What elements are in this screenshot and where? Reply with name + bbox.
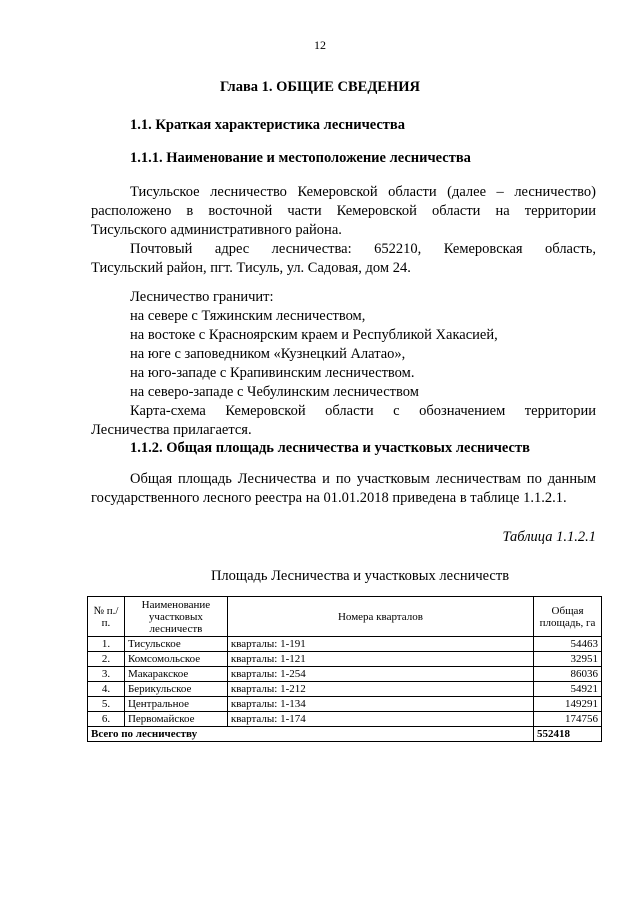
borders-block	[91, 288, 596, 440]
table-caption: Таблица 1.1.2.1	[502, 529, 596, 545]
border-item: на северо-западе с Чебулинским лесничеством	[130, 384, 419, 400]
paragraph-address	[91, 240, 596, 278]
header-quarters: Номера кварталов	[227, 597, 533, 637]
table-total-row	[88, 727, 602, 742]
section-heading-1-1: 1.1. Краткая характеристика лесничества	[130, 117, 406, 133]
section-heading-1-1-1: 1.1.1. Наименование и местоположение лесничества	[130, 150, 471, 166]
paragraph-location	[91, 183, 596, 240]
table-row	[88, 712, 602, 727]
cell-name: Центральное	[124, 697, 227, 712]
cell-area: 54463	[534, 637, 602, 652]
table-row	[88, 637, 602, 652]
paragraph-area	[91, 470, 596, 508]
table-title: Площадь Лесничества и участковых лесничеств	[210, 568, 510, 584]
map-note-line: Карта-схема Кемеровской области с обозначением территории	[130, 403, 596, 419]
paragraph-line: государственного лесного реестра на 01.01.2018 приведена в таблице 1.1.2.1.	[91, 490, 567, 506]
cell-quarters: кварталы: 1-212	[227, 682, 533, 697]
cell-num: 3.	[88, 667, 125, 682]
border-item: на юге с заповедником «Кузнецкий Алатао»,	[130, 346, 406, 362]
cell-quarters: кварталы: 1-254	[227, 667, 533, 682]
page-number: 12	[314, 38, 326, 52]
border-item: на севере с Тяжинским лесничеством,	[130, 308, 366, 324]
header-name: Наименование участковых лесничеств	[124, 597, 227, 637]
cell-area: 32951	[534, 652, 602, 667]
cell-name: Макаракское	[124, 667, 227, 682]
cell-num: 1.	[88, 637, 125, 652]
cell-area: 174756	[534, 712, 602, 727]
paragraph-line: расположено в восточной части Кемеровской области на территории	[91, 203, 596, 219]
cell-name: Первомайское	[124, 712, 227, 727]
header-num: № п./ п.	[88, 597, 125, 637]
paragraph-line: Тисульское лесничество Кемеровской области (далее – лесничество)	[130, 184, 596, 200]
cell-num: 2.	[88, 652, 125, 667]
table-row	[88, 652, 602, 667]
paragraph-line: Тисульский район, пгт. Тисуль, ул. Садовая, дом 24.	[91, 260, 411, 276]
table-row	[88, 667, 602, 682]
borders-intro: Лесничество граничит:	[130, 289, 274, 305]
paragraph-line: Тисульского административного района.	[91, 222, 342, 238]
paragraph-line: Общая площадь Лесничества и по участковым лесничествам по данным	[130, 471, 596, 487]
chapter-title: Глава 1. ОБЩИЕ СВЕДЕНИЯ	[219, 79, 421, 95]
paragraph-line: Почтовый адрес лесничества: 652210, Кемеровская область,	[130, 241, 596, 257]
cell-name: Тисульское	[124, 637, 227, 652]
cell-area: 149291	[534, 697, 602, 712]
cell-quarters: кварталы: 1-191	[227, 637, 533, 652]
cell-area: 86036	[534, 667, 602, 682]
total-area: 552418	[534, 727, 602, 742]
table-row	[88, 697, 602, 712]
cell-area: 54921	[534, 682, 602, 697]
cell-num: 6.	[88, 712, 125, 727]
cell-quarters: кварталы: 1-174	[227, 712, 533, 727]
table-row	[88, 682, 602, 697]
cell-num: 4.	[88, 682, 125, 697]
table-header-row	[88, 597, 602, 637]
header-area: Общая площадь, га	[534, 597, 602, 637]
border-item: на востоке с Красноярским краем и Республикой Хакасией,	[130, 327, 498, 343]
cell-name: Берикульское	[124, 682, 227, 697]
map-note-line: Лесничества прилагается.	[91, 422, 252, 438]
cell-quarters: кварталы: 1-121	[227, 652, 533, 667]
section-heading-1-1-2: 1.1.2. Общая площадь лесничества и участковых лесничеств	[130, 440, 530, 456]
cell-name: Комсомольское	[124, 652, 227, 667]
area-table	[87, 596, 602, 742]
border-item: на юго-западе с Крапивинским лесничеством.	[130, 365, 415, 381]
total-label: Всего по лесничеству	[88, 727, 534, 742]
cell-quarters: кварталы: 1-134	[227, 697, 533, 712]
cell-num: 5.	[88, 697, 125, 712]
